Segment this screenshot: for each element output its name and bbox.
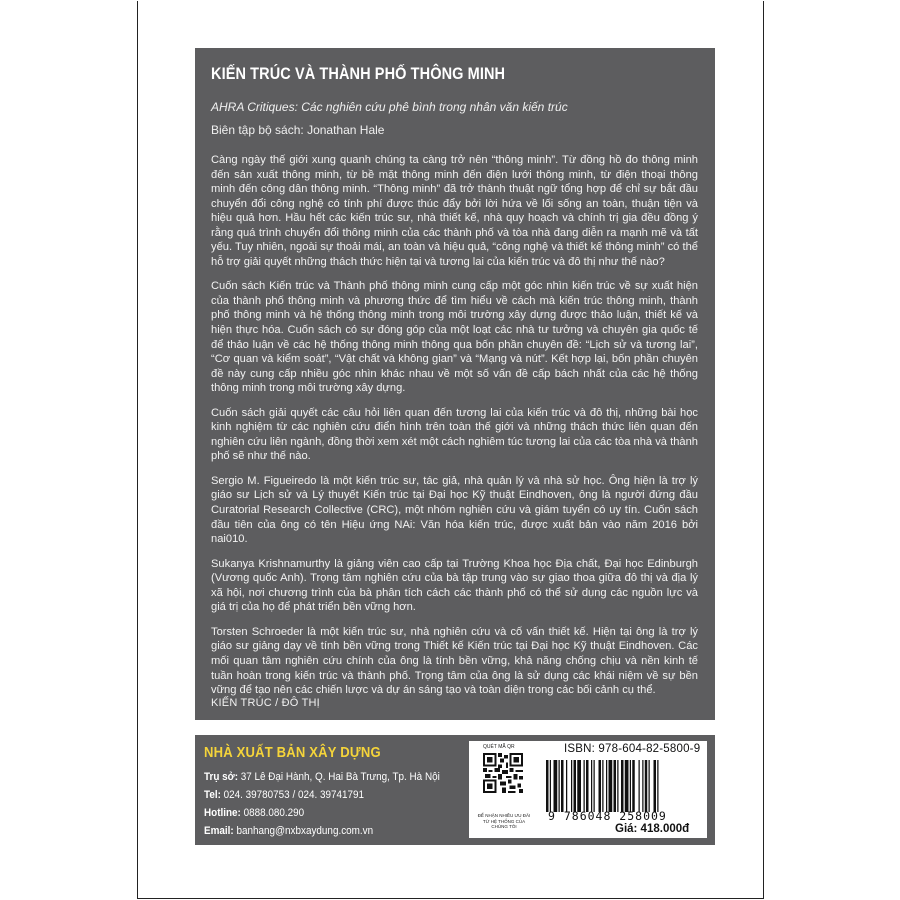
isbn: ISBN: 978-604-82-5800-9 — [564, 743, 701, 755]
series-editor: Biên tập bộ sách: Jonathan Hale — [211, 123, 385, 137]
address-label: Trụ sở: — [204, 771, 239, 783]
paragraph-intro: Càng ngày thế giới xung quanh chúng ta càng trở nên “thông minh”. Từ đồng hồ đo thông minh đến sản xuất thông minh, từ bề mặt thông minh đến điện lưới thông minh, từ điện thoại thông minh đến công dân thông minh. “Thông minh” đã trở thành thuật ngữ tổng hợp để chỉ sự bắt đầu chuyển đổi công nghệ có tính phí được thúc đẩy bởi lời hứa về lối sống an toàn, thuận tiện và hiệu quả hơn. Hầu hết các kiến trúc sư, nhà thiết kế, nhà quy hoạch và chính trị gia đều đồng ý rằng quá trình chuyển đổi thông minh của các thành phố và tòa nhà đang diễn ra mạnh mẽ và tất yếu. Tuy nhiên, ngoài sự thoải mái, an toàn và hiệu quả, “công nghệ và thiết kế thông minh” có thể hỗ trợ giải quyết những thách thức hiện tại và tương lai của kiến trúc và đô thị như thế nào? — [211, 154, 698, 268]
paragraph-author-figueiredo: Sergio M. Figueiredo là một kiến trúc sư, tác giả, nhà quản lý và nhà sử học. Ông hiện là trợ lý giáo sư Lịch sử và Lý thuyết Kiến trúc tại Đại học Kỹ thuật Eindhoven, ông là người đứng đầu Curatorial Research Collective (CRC), một nhóm nghiên cứu và giám tuyển có uy tín. Cuốn sách đầu tiên của ông có tên Hiệu ứng NAi: Văn hóa kiến trúc, được xuất bản vào năm 2016 bởi nai010. — [211, 474, 698, 546]
publisher-name: NHÀ XUẤT BẢN XÂY DỰNG — [204, 745, 381, 761]
hotline-value: 0888.080.290 — [240, 807, 305, 819]
publisher-email — [204, 825, 373, 837]
price: Giá: 418.000đ — [615, 823, 690, 835]
barcode-panel — [469, 741, 707, 838]
category-label: KIẾN TRÚC / ĐÔ THỊ — [211, 697, 320, 709]
description-panel — [195, 48, 715, 720]
qr-label: QUÉT MÃ QR — [483, 744, 515, 750]
publisher-tel — [204, 789, 364, 801]
address-value: 37 Lê Đại Hành, Q. Hai Bà Trưng, Tp. Hà Nội — [238, 771, 440, 783]
tel-label: Tel: — [204, 789, 221, 801]
email-label: Email: — [204, 825, 234, 837]
series-subtitle: AHRA Critiques: Các nghiên cứu phê bình trong nhân văn kiến trúc — [211, 100, 568, 114]
book-title: KIẾN TRÚC VÀ THÀNH PHỐ THÔNG MINH — [211, 65, 506, 83]
paragraph-author-krishnamurthy: Sukanya Krishnamurthy là giảng viên cao cấp tại Trường Khoa học Địa chất, Đại học Edinburgh (Vương quốc Anh). Trọng tâm nghiên cứu của bà tập trung vào sự giao thoa giữa đô thị và địa lý xã hội, nơi chương trình của bà phân tích cách các thành phố có thể sử dụng các nguồn lực và giá trị của họ để phát triển bền vững hơn. — [211, 557, 698, 614]
tel-value: 024. 39780753 / 024. 39741791 — [220, 789, 365, 801]
publisher-address — [204, 771, 440, 783]
hotline-label: Hotline: — [204, 807, 241, 819]
barcode-icon — [544, 760, 696, 812]
barcode-digits: 9 786048 258009 — [548, 809, 667, 823]
qr-code-icon — [483, 753, 523, 793]
paragraph-overview: Cuốn sách Kiến trúc và Thành phố thông minh cung cấp một góc nhìn kiến trúc về sự xuất hiện của thành phố thông minh và phương thức để tìm hiểu về cách mà kiến trúc thông minh, thành phố thông minh và hệ thống thông minh trong môi trường xây dựng được thảo luận, thiết kế và hiện thực hóa. Cuốn sách có sự đóng góp của một loạt các nhà tư tưởng và chuyên gia quốc tế để thảo luận về các hệ thống thông minh thông qua bốn phần chuyên đề: “Lịch sử và tương lai”, “Cơ quan và kiểm soát”, “Vật chất và không gian” và “Mạng và nút”. Kết hợp lại, bốn phần chuyên đề này cung cấp nhiều góc nhìn khác nhau về một số vấn đề cấp bách nhất của các hệ thống thông minh trong môi trường xây dựng. — [211, 280, 698, 395]
email-value: banhang@nxbxaydung.com.vn — [233, 825, 374, 837]
paragraph-author-schroeder: Torsten Schroeder là một kiến trúc sư, nhà nghiên cứu và cố vấn thiết kế. Hiện tại ông là trợ lý giáo sư giảng dạy về tính bền vững trong Thiết kế Kiến trúc tại Đại học Kỹ thuật Eindhoven. Các mối quan tâm nghiên cứu chính của ông là tính bền vững, khả năng chống chịu và nền kinh tế tuần hoàn trong kiến trúc và thành phố. Trọng tâm của ông là sử dụng các khái niệm về sự bền vững để tạo nên các chiến lược và dự án sáng tạo và toàn diện trong các bối cảnh cụ thể. — [211, 625, 698, 697]
qr-caption: ĐỂ NHẬN NHIỀU ƯU ĐÃI TỪ HỆ THỐNG CỦA CHÚNG TÔI — [477, 813, 531, 829]
publisher-hotline — [204, 807, 304, 819]
paragraph-scope: Cuốn sách giải quyết các câu hỏi liên quan đến tương lai của kiến trúc và đô thị, những bài học kinh nghiệm từ các nghiên cứu điển hình trên toàn thế giới và những thách thức liên quan đến nghiên cứu liên ngành, đồng thời xem xét một cách nghiêm túc tương lai của các tòa nhà và thành phố sẽ như thế nào. — [211, 406, 698, 463]
